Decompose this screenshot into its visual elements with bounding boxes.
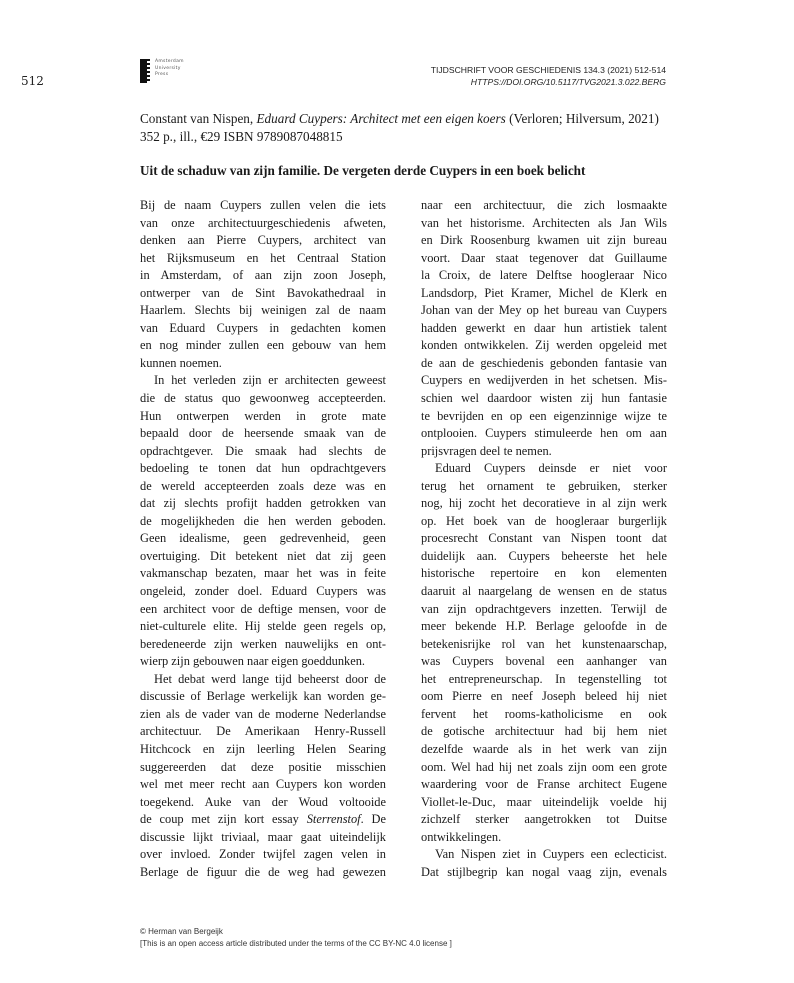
- text-line: discussie lijkt triviaal, maar gaat uiteindelijk: [140, 829, 386, 844]
- text-line: Dat stijlbegrip kan nogal vaag zijn, evenals: [421, 864, 667, 879]
- text-line: dezelfde waarde als in het werk van zijn: [421, 741, 667, 756]
- journal-citation: TIJDSCHRIFT VOOR GESCHIEDENIS 134.3 (2021) 512-514: [430, 65, 666, 75]
- text-line: meer bekende H.P. Berlage geloofde in de: [421, 619, 667, 634]
- book-details: 352 p., ill., €29 ISBN 9789087048815: [140, 129, 343, 144]
- text-line: la Croix, de latere Delftse hoogleraar Nico: [421, 268, 667, 283]
- right-column: [421, 197, 667, 881]
- text-line: voort. Daar staat tegenover dat Guillaume: [421, 250, 667, 265]
- text-line: de gotische architectuur had bij hem niet: [421, 724, 667, 739]
- text-line: Van Nispen ziet in Cuypers een eclecticist.: [435, 847, 667, 862]
- text-line: Cuypers en wedijverden in het schetsen. Mis-: [421, 373, 667, 388]
- text-line: in Amsterdam, of aan zijn zoon Joseph,: [140, 268, 386, 283]
- book-title: Eduard Cuypers: Architect met een eigen koers: [256, 111, 506, 126]
- text-line: Geen idealisme, geen gedrevenheid, geen: [140, 531, 386, 546]
- text-line: zien als de vader van de moderne Nederlandse: [140, 706, 386, 721]
- text-line: van Eduard Cuypers in gedachten komen: [140, 320, 386, 335]
- text-line: denken aan Pierre Cuypers, architect van: [140, 233, 386, 248]
- publisher-logo: [140, 59, 184, 83]
- text-line: de wereld accepteerden zoals deze was en: [140, 478, 386, 493]
- text-line: Viollet-le-Duc, maar uiteindelijk voelde hij: [421, 794, 667, 809]
- book-author: Constant van Nispen,: [140, 111, 257, 126]
- text-line: Hitchcock en zijn leerling Helen Searing: [140, 741, 386, 756]
- text-line: wel met meer recht aan Cuypers kon worden: [140, 777, 386, 792]
- text-line: en nog minder zullen een gebouw van hem: [140, 338, 386, 353]
- text-line: de aan de geschiedenis gebonden fantasie van: [421, 355, 667, 370]
- text-line: prijsvragen deel te nemen.: [421, 443, 552, 458]
- text-line: opdrachtgever. Die smaak had slechts de: [140, 443, 386, 458]
- text-line: Het debat werd lange tijd beheerst door de: [154, 671, 386, 686]
- text-line: oom Pierre en neef Joseph beleed hij niet: [421, 689, 667, 704]
- text-line: ontwikkelingen.: [421, 829, 502, 844]
- text-line: wierp zijn gebouwen naar eigen goeddunken.: [140, 654, 366, 669]
- text-line: bedoeling te tonen dat hun opdrachtgevers: [140, 461, 386, 476]
- text-line: kunnen noemen.: [140, 355, 222, 370]
- text-line: discussie of Berlage werkelijk kan worden ge-: [140, 689, 386, 704]
- text-line: Berlage de figuur die de weg had gewezen: [140, 864, 386, 879]
- text-line: waardering voor de Franse architect Eugene: [421, 777, 667, 792]
- text-line: vakmanschap bezaten, maar het was in feite: [140, 566, 386, 581]
- text-line: ongeleid, zonder doel. Eduard Cuypers was: [140, 584, 386, 599]
- text-line: hadden gewerkt en daar hun artistiek talent: [421, 320, 667, 335]
- logo-line: Press: [155, 72, 169, 77]
- text-line: was Cuypers bovenal een aanhanger van: [421, 654, 667, 669]
- journal-header: [431, 64, 666, 88]
- text-line: bepaald door de heersende smaak van de: [140, 426, 386, 441]
- text-line: Hun ontwerpen werden in grote mate: [140, 408, 386, 423]
- text-line: In het verleden zijn er architecten geweest: [154, 373, 386, 388]
- text-line: dat zij slechts profijt hadden getrokken van: [140, 496, 386, 511]
- text-line: architectuur. De Amerikaan Henry-Russell: [140, 724, 386, 739]
- review-title: Uit de schaduw van zijn familie. De vergeten derde Cuypers in een boek belicht: [140, 163, 586, 178]
- text-line: Eduard Cuypers deinsde er niet voor: [435, 461, 667, 476]
- publisher-logo-text: [155, 59, 184, 79]
- text-line: van het historisme. Architecten als Jan Wils: [421, 215, 667, 230]
- book-citation: [140, 110, 670, 146]
- text-line: te bevrijden en op een eigenzinnige wijze te: [421, 408, 667, 423]
- left-column: [140, 197, 386, 881]
- text-line: konden ontwikkelen. Zij werden opgeleid met: [421, 338, 667, 353]
- text-line: niet-culturele elite. Hij stelde geen regels op,: [140, 619, 386, 634]
- text-line: Haarlem. Slechts bij weinigen zal de naam: [140, 303, 386, 318]
- text-line: oom. Wel had hij net zoals zijn oom een grote: [421, 759, 667, 774]
- text-line: van onze architectuurgeschiedenis afweten,: [140, 215, 386, 230]
- text-line: betekenisrijke rol van het kunstenaarschap,: [421, 636, 667, 651]
- amsterdam-university-press-logo-icon: [140, 59, 148, 83]
- license-notice: [This is an open access article distributed under the terms of the CC BY-NC 4.0 license ]: [140, 939, 452, 948]
- copyright-notice: © Herman van Bergeijk: [140, 927, 223, 936]
- text-line: fervent het rooms-katholicisme en ook: [421, 706, 667, 721]
- text-line: ontwerper van de Sint Bavokathedraal in: [140, 285, 386, 300]
- text-line: duidelijk aan. Cuypers beheerste het hele: [421, 548, 667, 563]
- text-line: naar een architectuur, die zich losmaakte: [421, 198, 667, 212]
- text-line: historische repertoire en kon elementen: [421, 566, 667, 581]
- text-line: een architect voor de deftige mensen, voor de: [140, 601, 386, 616]
- text-line: Johan van der Mey op het bureau van Cuypers: [421, 303, 667, 318]
- text-line: over invloed. Zonder twijfel zagen velen in: [140, 847, 386, 862]
- text-line: Bij de naam Cuypers zullen velen die iets: [140, 198, 386, 212]
- text-line: terug het ornament te gebruiken, sterker: [421, 478, 667, 493]
- text-line: van zijn opdrachtgevers inzetten. Terwijl de: [421, 601, 667, 616]
- text-line: en Dirk Roosenburg kwamen uit zijn bureau: [421, 233, 667, 248]
- doi-link[interactable]: HTTPS://DOI.ORG/10.5117/TVG2021.3.022.BERG: [470, 77, 666, 87]
- text-line: het entrepreneurschap. In tegenstelling tot: [421, 671, 667, 686]
- text-line: Landsdorp, Piet Kramer, Michel de Klerk en: [421, 285, 667, 300]
- text-line: schien wel daardoor wisten zij hun fantasie: [421, 391, 667, 406]
- text-line: de mogelijkheden die hen werden geboden.: [140, 513, 386, 528]
- text-line: overtuiging. Dit betekent niet dat zij geen: [140, 548, 386, 563]
- text-line: die de status quo gewoonweg accepteerden.: [140, 391, 386, 406]
- logo-line: University: [155, 65, 181, 71]
- text-line: beredeneerde zijn werken nauwelijks en ont-: [140, 636, 386, 651]
- text-line: daaruit al naargelang de wensen en de status: [421, 584, 667, 599]
- text-line: procesrecht Constant van Nispen toont dat: [421, 531, 667, 546]
- page-number: 512: [21, 74, 44, 88]
- text-line: suggereerden dat deze positie misschien: [140, 759, 386, 774]
- text-line: zichzelf sterker aangetrokken tot Duitse: [421, 812, 667, 827]
- logo-line: Amsterdam: [155, 59, 184, 64]
- text-line: nog, hij zocht het decoratieve in al zijn werk: [421, 496, 667, 511]
- text-line: ontplooien. Cuypers stimuleerde hen om aan: [421, 426, 667, 441]
- text-line: het Rijksmuseum en het Centraal Station: [140, 250, 386, 265]
- text-line: de coup met zijn kort essay Sterrenstof. De: [140, 812, 386, 827]
- text-line: toegekend. Auke van der Woud voltooide: [140, 794, 386, 809]
- footer: [140, 926, 452, 950]
- text-line: op. Het boek van de hoogleraar burgerlijk: [421, 513, 667, 528]
- book-publisher: (Verloren; Hilversum, 2021): [505, 111, 659, 126]
